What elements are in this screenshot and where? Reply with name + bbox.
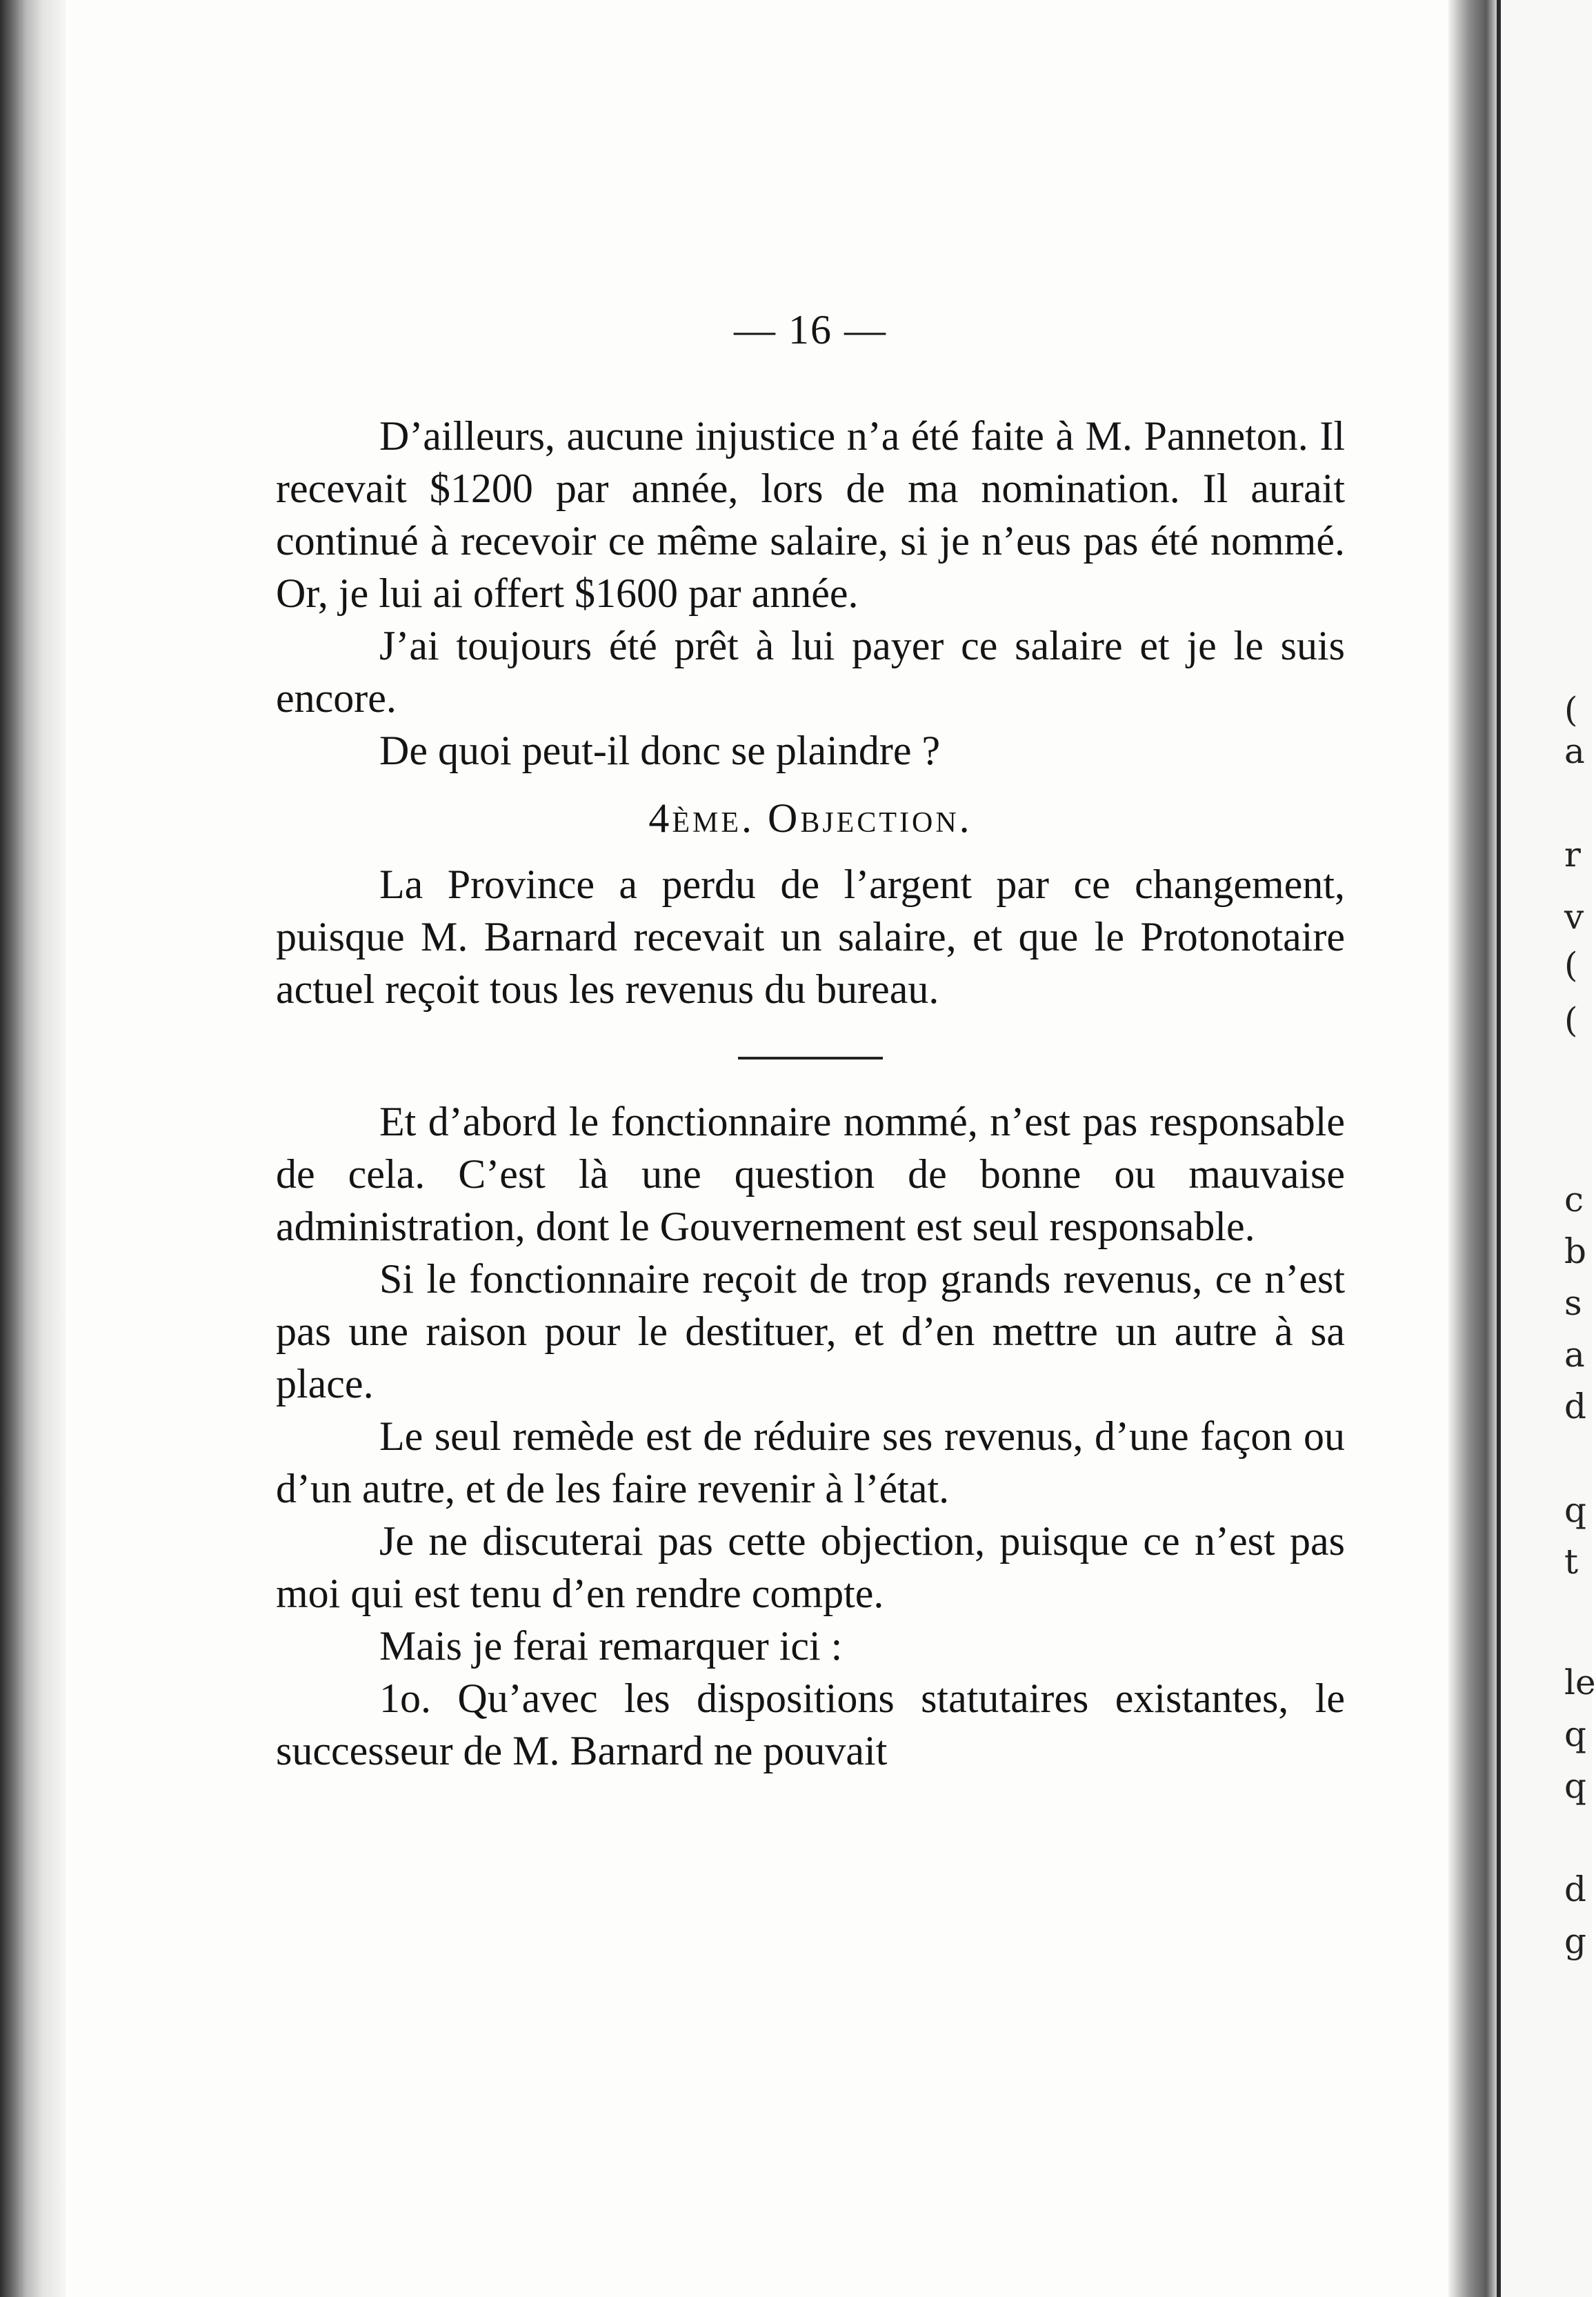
bleed-letter: r bbox=[1564, 835, 1581, 875]
bleed-letter: le bbox=[1564, 1662, 1596, 1702]
paragraph: Mais je ferai remarquer ici : bbox=[379, 1623, 843, 1669]
binding-line bbox=[19, 0, 22, 2297]
bleed-letter: q bbox=[1564, 1714, 1587, 1754]
paragraph: D’ailleurs, aucune injustice n’a été faite à M. Panneton. Il recevait $1200 par année, lors de ma nomination. Il aurait continué à recevoir ce même salaire, si je n’eus pas été nommé. Or, je lui ai offert $1600 par année. bbox=[276, 413, 1345, 616]
bleed-letter: b bbox=[1564, 1231, 1587, 1271]
page-number: — 16 — bbox=[734, 307, 887, 352]
bleed-letter: s bbox=[1564, 1283, 1582, 1323]
page-edge-shadow bbox=[1448, 0, 1497, 2297]
paragraph: 1o. Qu’avec les dispositions statutaires existantes, le successeur de M. Barnard ne pouvait bbox=[276, 1675, 1345, 1773]
bleed-letter: g bbox=[1564, 1921, 1587, 1961]
bleed-letter: a bbox=[1564, 1335, 1585, 1375]
paragraph: J’ai toujours été prêt à lui payer ce salaire et je le suis encore. bbox=[276, 623, 1345, 721]
section-heading: 4ème. Objection. bbox=[648, 795, 972, 841]
bleed-letter: v bbox=[1564, 897, 1584, 937]
next-page-border bbox=[1497, 0, 1501, 2297]
bleed-letter: q bbox=[1564, 1766, 1587, 1806]
bleed-letter: c bbox=[1564, 1180, 1584, 1220]
page-text bbox=[276, 304, 1345, 1777]
bleed-letter: ( bbox=[1564, 945, 1578, 985]
paragraph: Je ne discuterai pas cette objection, puisque ce n’est pas moi qui est tenu d’en rendre compte. bbox=[276, 1518, 1345, 1616]
paragraph: Le seul remède est de réduire ses revenus, d’une façon ou d’un autre, et de les faire revenir à l’état. bbox=[276, 1413, 1345, 1511]
bleed-letter: q bbox=[1564, 1490, 1587, 1530]
bleed-letter: d bbox=[1564, 1386, 1587, 1426]
separator-rule bbox=[738, 1057, 883, 1060]
bleed-letter: ( bbox=[1564, 690, 1578, 730]
bleed-letter: ( bbox=[1564, 1000, 1578, 1040]
binding-gutter bbox=[0, 0, 66, 2297]
paragraph: Si le fonctionnaire reçoit de trop grands revenus, ce n’est pas une raison pour le destituer, et d’en mettre un autre à sa place. bbox=[276, 1256, 1345, 1406]
objection-text: La Province a perdu de l’argent par ce changement, puisque M. Barnard recevait un salaire, et que le Protonotaire actuel reçoit tous les revenus du bureau. bbox=[276, 862, 1345, 1012]
paragraph: De quoi peut-il donc se plaindre ? bbox=[379, 728, 941, 773]
bleed-letter: d bbox=[1564, 1869, 1587, 1909]
bleed-letter: t bbox=[1564, 1542, 1579, 1582]
bleed-letter: a bbox=[1564, 731, 1585, 771]
paragraph: Et d’abord le fonctionnaire nommé, n’est pas responsable de cela. C’est là une question de bonne ou mauvaise administration, dont le Gouvernement est seul responsable. bbox=[276, 1099, 1345, 1249]
